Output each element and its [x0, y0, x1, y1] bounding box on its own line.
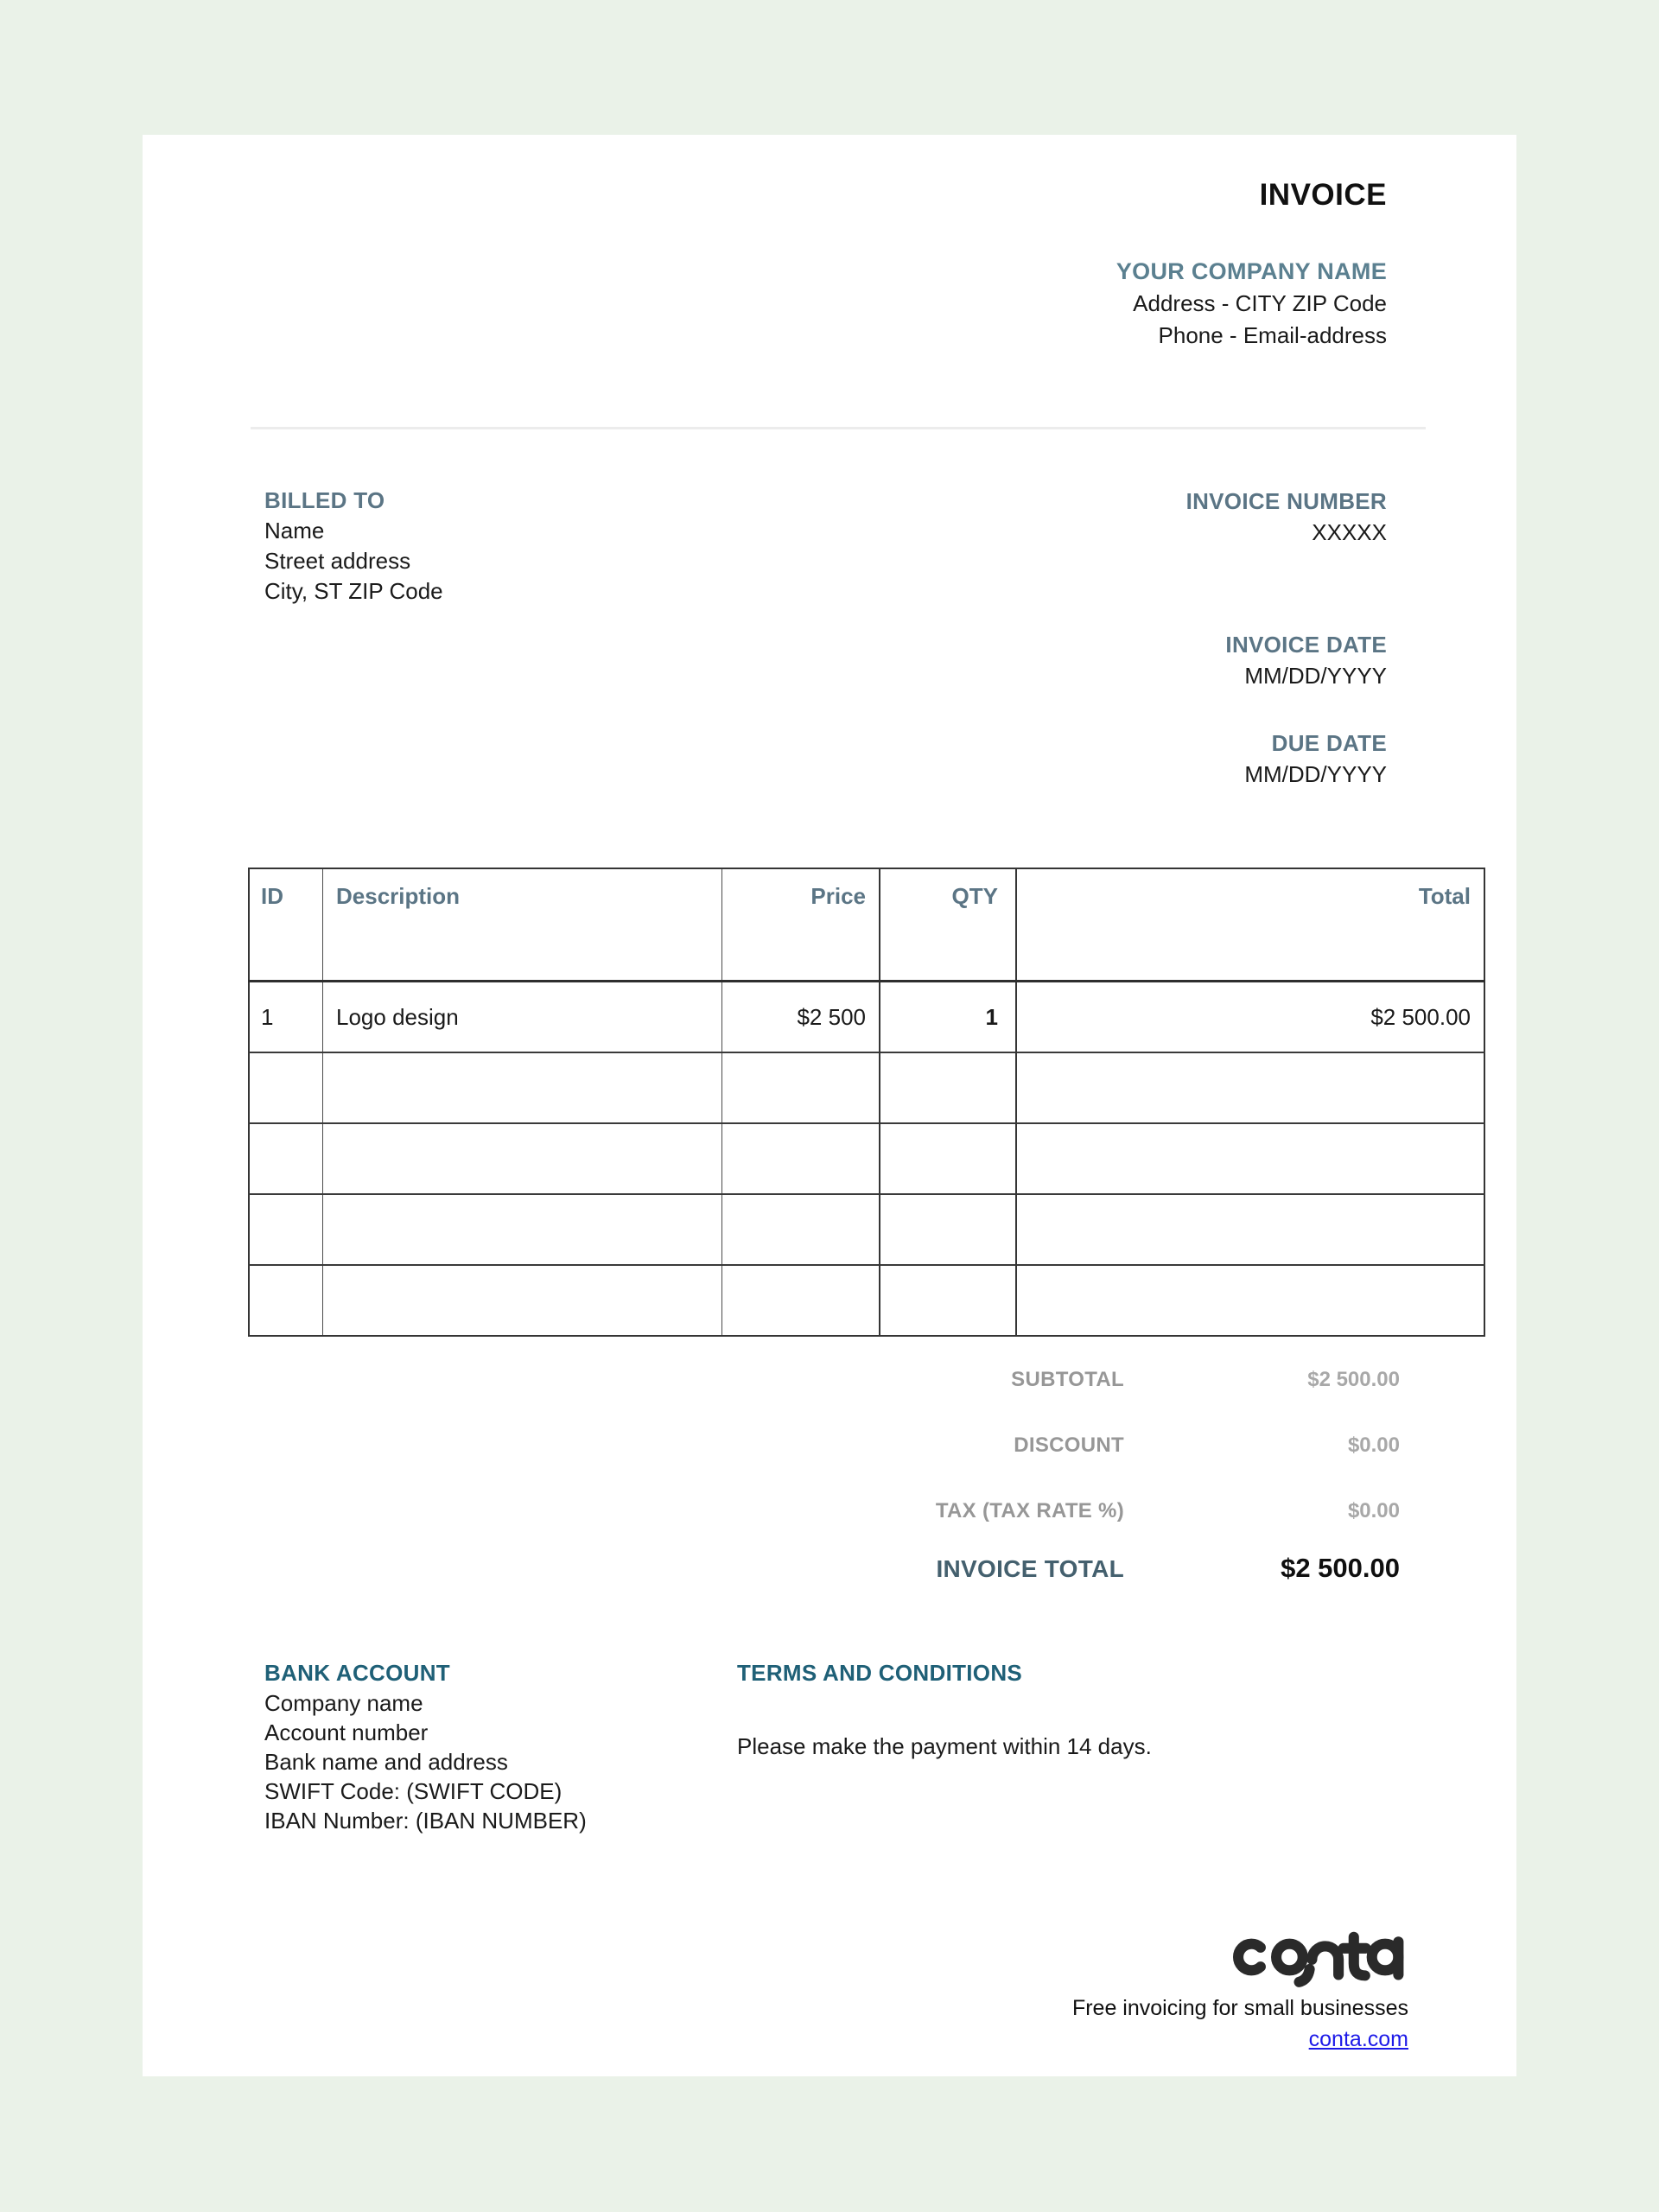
empty-cell: [323, 1194, 722, 1265]
discount-row: [691, 1433, 1400, 1459]
tax-row: [691, 1499, 1400, 1525]
due-date-group: [1244, 728, 1387, 790]
col-header-qty: QTY: [880, 868, 1016, 982]
header-divider: [251, 427, 1426, 429]
empty-cell: [323, 1265, 722, 1336]
discount-value: $0.00: [1347, 1433, 1400, 1457]
billed-to-street: Street address: [264, 548, 411, 574]
invoice-total-label: INVOICE TOTAL: [936, 1555, 1124, 1582]
col-header-price: Price: [722, 868, 880, 982]
tax-value: $0.00: [1347, 1499, 1400, 1522]
item-row: [249, 982, 1484, 1053]
bank-account-label: BANK ACCOUNT: [264, 1660, 450, 1686]
empty-cell: [880, 1194, 1016, 1265]
terms-text: Please make the payment within 14 days.: [737, 1733, 1152, 1759]
invoice-total-value: $2 500.00: [1281, 1553, 1400, 1583]
empty-cell: [880, 1265, 1016, 1336]
bank-iban-number: IBAN Number: (IBAN NUMBER): [264, 1808, 587, 1834]
line-items-table: [248, 868, 1485, 1337]
logo-letter-o: [1276, 1944, 1303, 1971]
subtotal-label: SUBTOTAL: [1011, 1368, 1124, 1391]
invoice-date-value: MM/DD/YYYY: [1244, 663, 1387, 689]
invoice-date-label: INVOICE DATE: [1225, 632, 1387, 658]
empty-item-row: [249, 1265, 1484, 1336]
invoice-number-label: INVOICE NUMBER: [1185, 488, 1387, 514]
empty-item-row: [249, 1123, 1484, 1194]
invoice-date-group: [1225, 629, 1387, 691]
company-address: Address - CITY ZIP Code: [1133, 290, 1387, 316]
bank-swift-code: SWIFT Code: (SWIFT CODE): [264, 1778, 563, 1804]
empty-cell: [722, 1052, 880, 1123]
terms-label: TERMS AND CONDITIONS: [737, 1660, 1023, 1686]
empty-cell: [722, 1123, 880, 1194]
bank-account-number: Account number: [264, 1719, 429, 1745]
footer-tagline: Free invoicing for small businesses: [1071, 1996, 1408, 2020]
billed-to-city: City, ST ZIP Code: [264, 578, 443, 604]
billed-to-label: BILLED TO: [264, 487, 385, 513]
logo-letter-n-arc: [1312, 1946, 1338, 1974]
empty-cell: [880, 1123, 1016, 1194]
empty-cell: [249, 1052, 323, 1123]
discount-label: DISCOUNT: [1014, 1433, 1124, 1457]
empty-item-row: [249, 1194, 1484, 1265]
subtotal-row: [691, 1368, 1400, 1394]
empty-cell: [249, 1265, 323, 1336]
item-id: 1: [249, 982, 323, 1053]
empty-cell: [1016, 1194, 1484, 1265]
company-header: [1116, 256, 1387, 352]
due-date-value: MM/DD/YYYY: [1244, 761, 1387, 787]
empty-cell: [722, 1194, 880, 1265]
col-header-id: ID: [249, 868, 323, 982]
conta-logo: [1225, 1925, 1408, 1989]
invoice-document-card: [143, 135, 1516, 2076]
terms-section: [737, 1657, 1359, 1761]
invoice-number-value: XXXXX: [1312, 519, 1387, 545]
bank-account-section: [264, 1657, 587, 1835]
empty-cell: [1016, 1123, 1484, 1194]
footer: [1072, 1925, 1408, 2052]
table-header-row: [249, 868, 1484, 982]
empty-cell: [880, 1052, 1016, 1123]
logo-letter-c: [1238, 1944, 1261, 1971]
billed-to-name: Name: [264, 518, 325, 543]
item-description: Logo design: [323, 982, 722, 1053]
col-header-description: Description: [323, 868, 722, 982]
col-header-total: Total: [1016, 868, 1484, 982]
company-name: YOUR COMPANY NAME: [1116, 258, 1387, 284]
conta-com-link[interactable]: conta.com: [1308, 2027, 1408, 2051]
due-date-label: DUE DATE: [1271, 730, 1387, 756]
item-qty: 1: [880, 982, 1016, 1053]
empty-cell: [249, 1194, 323, 1265]
empty-cell: [323, 1052, 722, 1123]
totals-section: [691, 1368, 1400, 1625]
empty-item-row: [249, 1052, 1484, 1123]
empty-cell: [1016, 1265, 1484, 1336]
tax-label: TAX (TAX RATE %): [935, 1499, 1124, 1522]
logo-letter-t-stem: [1354, 1937, 1365, 1976]
subtotal-value: $2 500.00: [1307, 1368, 1400, 1391]
bank-name-address: Bank name and address: [264, 1749, 508, 1775]
billed-to-section: [264, 485, 443, 607]
invoice-number-group: [1186, 486, 1387, 548]
item-price: $2 500: [722, 982, 880, 1053]
empty-cell: [722, 1265, 880, 1336]
invoice-title: INVOICE: [1259, 178, 1387, 212]
empty-cell: [323, 1123, 722, 1194]
invoice-total-row: [691, 1553, 1400, 1586]
item-total: $2 500.00: [1016, 982, 1484, 1053]
empty-cell: [1016, 1052, 1484, 1123]
company-contact: Phone - Email-address: [1158, 322, 1387, 348]
empty-cell: [249, 1123, 323, 1194]
bank-company-name: Company name: [264, 1690, 423, 1716]
